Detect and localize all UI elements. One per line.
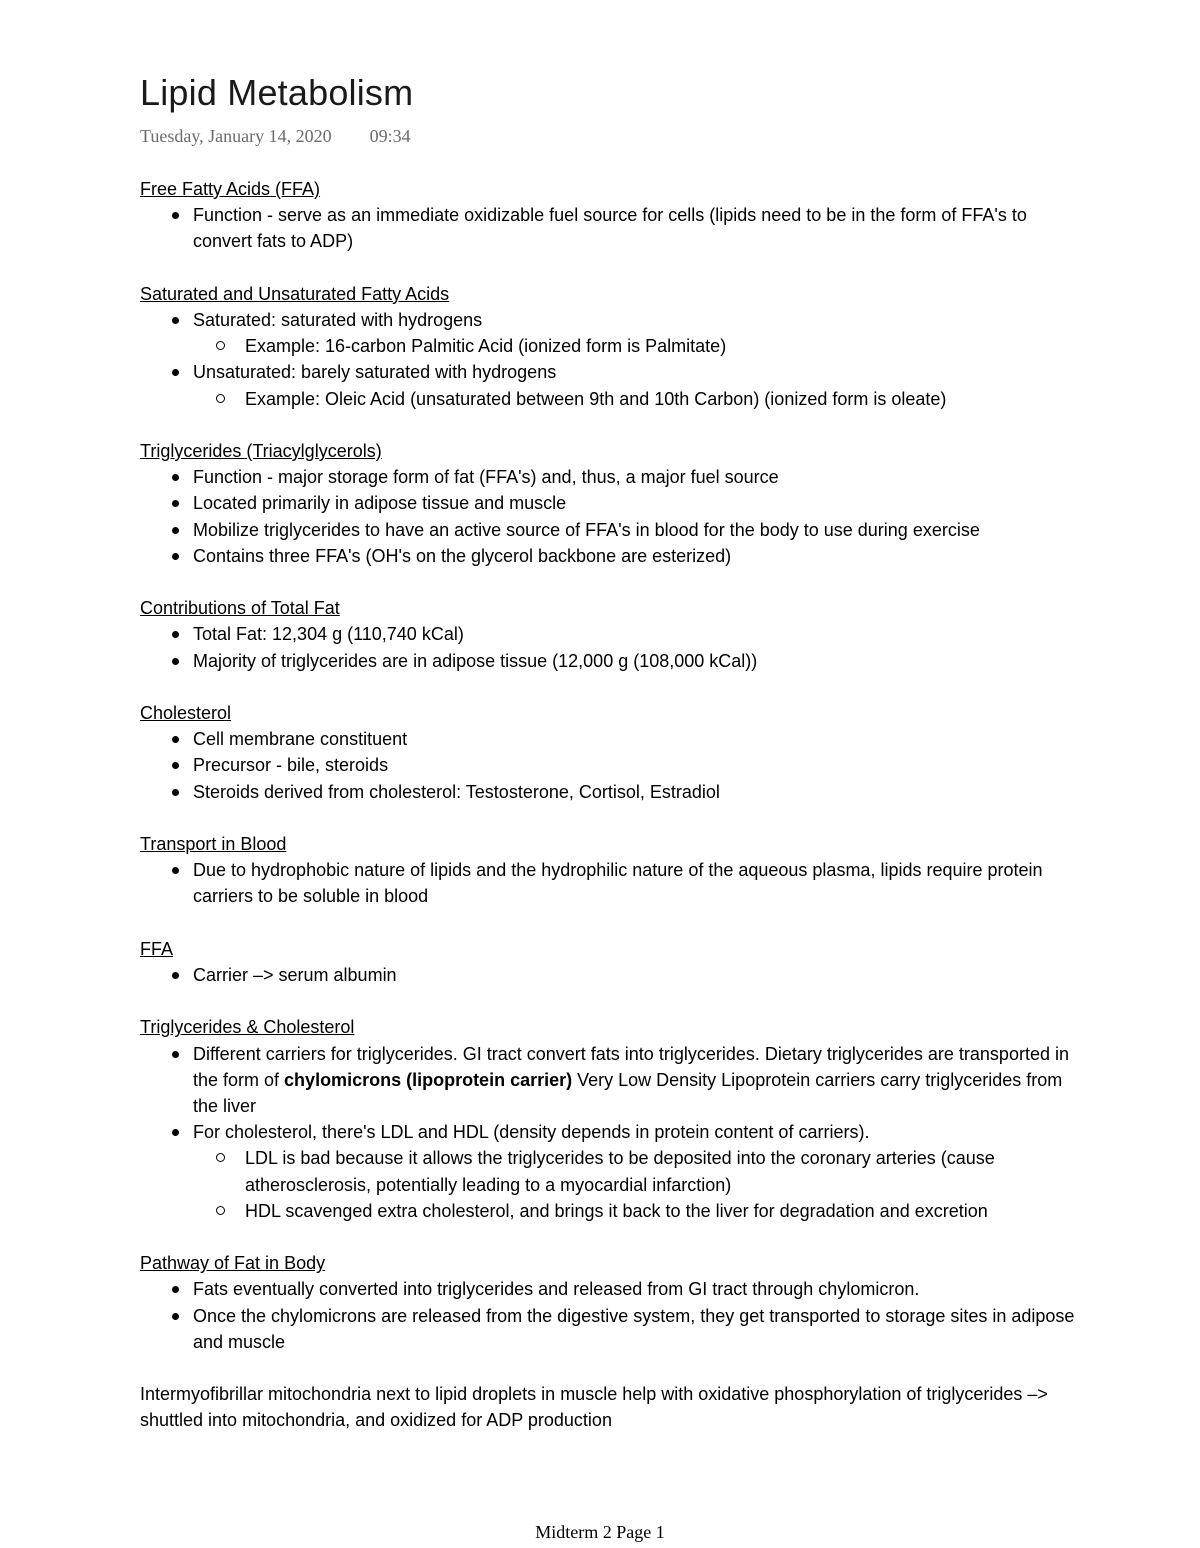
section-transport-in-blood xyxy=(140,831,1080,910)
bullet-item: Fats eventually converted into triglycerides and released from GI tract through chylomicron. xyxy=(140,1276,1080,1302)
section-heading: Triglycerides (Triacylglycerols) xyxy=(140,441,382,461)
bullet-item: Majority of triglycerides are in adipose tissue (12,000 g (108,000 kCal)) xyxy=(140,648,1080,674)
section-pathway-of-fat xyxy=(140,1250,1080,1355)
bold-term: chylomicrons (lipoprotein carrier) xyxy=(284,1069,573,1090)
bullet-list xyxy=(140,307,1080,412)
sub-bullet-list xyxy=(193,386,1080,412)
sub-bullet-item: Example: 16-carbon Palmitic Acid (ionized form is Palmitate) xyxy=(193,333,1080,359)
bullet-list xyxy=(140,464,1080,569)
bullet-text-part: Different carriers for triglycerides. GI tract convert fats into triglycerides. Dietary triglycerides are transported in the form of xyxy=(193,1043,1069,1090)
section-heading: Free Fatty Acids (FFA) xyxy=(140,179,321,199)
bullet-item: Once the chylomicrons are released from the digestive system, they get transported to storage sites in adipose and muscle xyxy=(140,1303,1080,1355)
bullet-item: Total Fat: 12,304 g (110,740 kCal) xyxy=(140,621,1080,647)
page-footer: Midterm 2 Page 1 xyxy=(535,1522,665,1542)
bullet-item: Steroids derived from cholesterol: Testosterone, Cortisol, Estradiol xyxy=(140,779,1080,805)
sub-bullet-item: HDL scavenged extra cholesterol, and brings it back to the liver for degradation and excretion xyxy=(193,1198,1080,1224)
page-title: Lipid Metabolism xyxy=(140,72,414,113)
section-heading: Transport in Blood xyxy=(140,834,287,854)
bullet-text: Saturated: saturated with hydrogens xyxy=(193,310,483,330)
page-time: 09:34 xyxy=(369,126,411,146)
bullet-list xyxy=(140,726,1080,805)
section-heading: Cholesterol xyxy=(140,703,232,723)
bullet-item: Located primarily in adipose tissue and muscle xyxy=(140,490,1080,516)
bullet-text-part: Very Low Density Lipoprotein carriers carry triglycerides from the liver xyxy=(193,1069,1063,1116)
bullet-item: Mobilize triglycerides to have an active source of FFA's in blood for the body to use during exercise xyxy=(140,517,1080,543)
section-free-fatty-acids xyxy=(140,176,1080,255)
bullet-item: Carrier –> serum albumin xyxy=(140,962,1080,988)
section-triglycerides xyxy=(140,438,1080,569)
section-saturated-unsaturated xyxy=(140,281,1080,412)
section-heading: Saturated and Unsaturated Fatty Acids xyxy=(140,283,450,304)
bullet-list xyxy=(140,202,1080,254)
bullet-item: Contains three FFA's (OH's on the glycerol backbone are esterized) xyxy=(140,543,1080,569)
note-body xyxy=(140,176,1080,1434)
sub-bullet-list xyxy=(193,1145,1080,1224)
page-date: Tuesday, January 14, 2020 xyxy=(140,126,332,146)
bullet-list xyxy=(140,857,1080,909)
bullet-item: Due to hydrophobic nature of lipids and the hydrophilic nature of the aqueous plasma, lipids require protein carriers to be soluble in blood xyxy=(140,857,1080,909)
section-cholesterol xyxy=(140,700,1080,805)
bullet-list xyxy=(140,621,1080,673)
bullet-item xyxy=(140,307,1080,359)
bullet-item: Precursor - bile, steroids xyxy=(140,752,1080,778)
bullet-text: For cholesterol, there's LDL and HDL (density depends in protein content of carriers). xyxy=(193,1122,870,1143)
section-heading: FFA xyxy=(140,938,174,959)
section-triglycerides-cholesterol xyxy=(140,1014,1080,1224)
sub-bullet-list xyxy=(193,333,1080,359)
page-meta xyxy=(140,126,411,147)
section-heading: Contributions of Total Fat xyxy=(140,598,340,619)
section-contributions-total-fat xyxy=(140,595,1080,674)
closing-paragraph: Intermyofibrillar mitochondria next to lipid droplets in muscle help with oxidative phosphorylation of triglycerides –> shuttled into mitochondria, and oxidized for ADP production xyxy=(140,1384,1048,1431)
bullet-item xyxy=(140,1041,1080,1120)
bullet-item: Function - serve as an immediate oxidizable fuel source for cells (lipids need to be in the form of FFA's to convert fats to ADP) xyxy=(140,202,1080,254)
bullet-list xyxy=(140,1276,1080,1355)
sub-bullet-item: LDL is bad because it allows the triglycerides to be deposited into the coronary arteries (cause atherosclerosis, potentially leading to a myocardial infarction) xyxy=(193,1145,1080,1197)
bullet-text: Unsaturated: barely saturated with hydrogens xyxy=(193,362,557,383)
bullet-list xyxy=(140,962,1080,988)
sub-bullet-item: Example: Oleic Acid (unsaturated between 9th and 10th Carbon) (ionized form is oleate) xyxy=(193,386,1080,412)
bullet-item xyxy=(140,359,1080,411)
bullet-item: Function - major storage form of fat (FFA's) and, thus, a major fuel source xyxy=(140,464,1080,490)
bullet-list xyxy=(140,1041,1080,1224)
section-heading: Pathway of Fat in Body xyxy=(140,1253,326,1274)
bullet-item xyxy=(140,1119,1080,1224)
section-heading: Triglycerides & Cholesterol xyxy=(140,1017,355,1038)
section-ffa-carrier xyxy=(140,936,1080,988)
bullet-item: Cell membrane constituent xyxy=(140,726,1080,752)
